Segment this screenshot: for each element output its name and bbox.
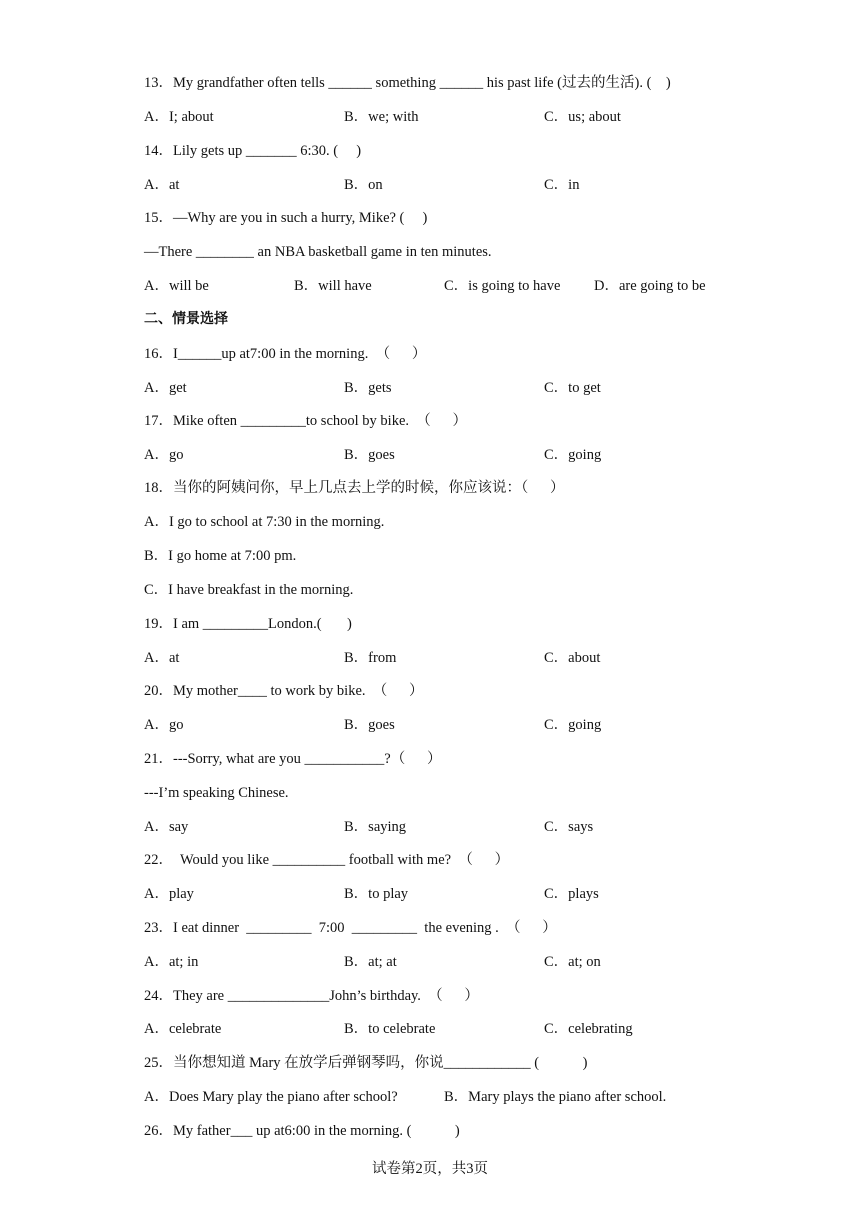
q15-option-a: A．will be (144, 278, 209, 294)
q21-option-b: B．saying (344, 819, 407, 835)
q25-option-a: A．Does Mary play the piano after school? (144, 1089, 398, 1105)
q22-option-a: A．play (144, 886, 194, 902)
q15-option-c: C．is going to have (444, 278, 561, 294)
q24-option-b: B．to celebrate (344, 1021, 436, 1037)
question-19-stem: 19．I am _________London.( ) (144, 616, 352, 632)
question-20-stem: 20．My mother____ to work by bike. （ ） (144, 683, 424, 699)
question-23-stem: 23．I eat dinner _________ 7:00 _________ the evening . （ ） (144, 920, 557, 936)
q13-option-b: B．we; with (344, 109, 419, 125)
q20-option-b: B．goes (344, 717, 395, 733)
question-14-stem: 14．Lily gets up _______ 6:30. ( ) (144, 143, 362, 159)
q19-option-c: C．about (544, 650, 601, 666)
question-26-stem: 26．My father___ up at6:00 in the morning. ( ) (144, 1123, 460, 1139)
q23-option-c: C．at; on (544, 954, 601, 970)
q15-option-d: D．are going to be (594, 278, 706, 294)
question-25-stem: 25．当你想知道 Mary 在放学后弹钢琴吗，你说____________ ( ) (144, 1055, 588, 1071)
q18-option-a: A．I go to school at 7:30 in the morning. (144, 514, 385, 530)
q21-option-a: A．say (144, 819, 189, 835)
question-24-stem: 24．They are ______________John’s birthday. （ ） (144, 988, 479, 1004)
q13-option-a: A．I; about (144, 109, 214, 125)
q19-option-b: B．from (344, 650, 397, 666)
section-heading: 二、情景选择 (144, 311, 228, 327)
question-17-stem: 17．Mike often _________to school by bike. （ ） (144, 413, 467, 429)
q16-option-c: C．to get (544, 380, 601, 396)
q18-option-b: B．I go home at 7:00 pm. (144, 548, 297, 564)
q20-option-a: A．go (144, 717, 184, 733)
q22-option-b: B．to play (344, 886, 409, 902)
q17-option-b: B．goes (344, 447, 395, 463)
q19-option-a: A．at (144, 650, 180, 666)
q16-option-b: B．gets (344, 380, 392, 396)
question-16-stem: 16．I______up at7:00 in the morning. （ ） (144, 346, 427, 362)
q16-option-a: A．get (144, 380, 187, 396)
q20-option-c: C．going (544, 717, 602, 733)
q23-option-a: A．at; in (144, 954, 199, 970)
question-13-stem: 13．My grandfather often tells ______ something ______ his past life (过去的生活). ( ) (144, 75, 671, 91)
q24-option-a: A．celebrate (144, 1021, 222, 1037)
q21-option-c: C．says (544, 819, 594, 835)
question-15-stem: 15．—Why are you in such a hurry, Mike? ( ) (144, 210, 428, 226)
q18-option-c: C．I have breakfast in the morning. (144, 582, 354, 598)
question-22-stem: 22． Would you like __________ football with me? （ ） (144, 852, 510, 868)
question-15-stem-line2: —There ________ an NBA basketball game in ten minutes. (144, 244, 492, 260)
q13-option-c: C．us; about (544, 109, 621, 125)
question-21-stem-line2: ---I’m speaking Chinese. (144, 785, 289, 801)
q23-option-b: B．at; at (344, 954, 397, 970)
q14-option-b: B．on (344, 177, 383, 193)
q17-option-a: A．go (144, 447, 184, 463)
q22-option-c: C．plays (544, 886, 599, 902)
q24-option-c: C．celebrating (544, 1021, 633, 1037)
q25-option-b: B．Mary plays the piano after school. (444, 1089, 667, 1105)
q14-option-c: C．in (544, 177, 580, 193)
page-footer: 试卷第2页，共3页 (372, 1161, 488, 1177)
q14-option-a: A．at (144, 177, 180, 193)
question-18-stem: 18．当你的阿姨问你，早上几点去上学的时候，你应该说：（ ） (144, 480, 565, 496)
q17-option-c: C．going (544, 447, 602, 463)
q15-option-b: B．will have (294, 278, 372, 294)
question-21-stem: 21．---Sorry, what are you ___________?（ ） (144, 751, 442, 767)
